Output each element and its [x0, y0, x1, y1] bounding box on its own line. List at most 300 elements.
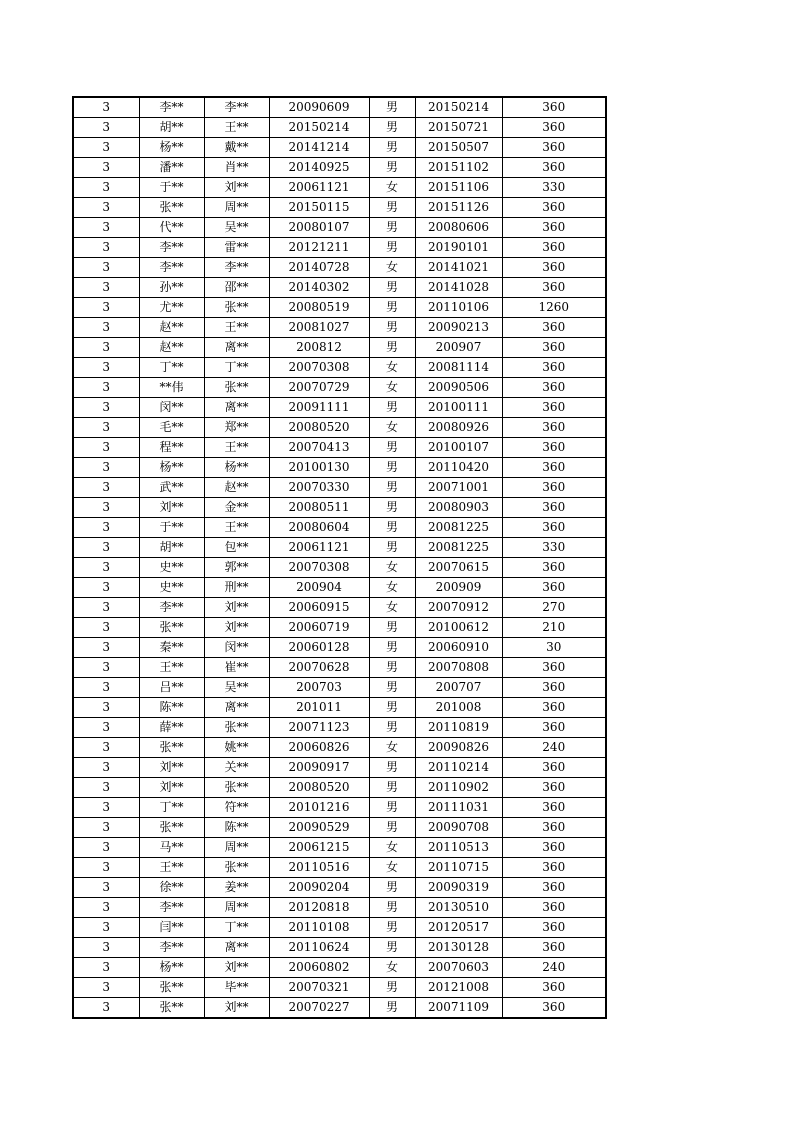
- table-row: [73, 478, 606, 498]
- table-cell-col-date-start: 20140302: [269, 278, 369, 298]
- table-row: [73, 138, 606, 158]
- table-cell-col-gender: 女: [369, 738, 415, 758]
- table-cell-col-date-start: 20060719: [269, 618, 369, 638]
- table-cell-col-date-end: 20080606: [415, 218, 502, 238]
- table-row: [73, 978, 606, 998]
- table-cell-col-gender: 男: [369, 518, 415, 538]
- table-cell-col-gender: 女: [369, 598, 415, 618]
- table-cell-col-date-end: 20070912: [415, 598, 502, 618]
- table-row: [73, 718, 606, 738]
- table-cell-col-level: 3: [73, 938, 139, 958]
- table-cell-col-date-end: 20090319: [415, 878, 502, 898]
- table-cell-col-name: 史**: [139, 558, 204, 578]
- table-cell-col-date-start: 20090529: [269, 818, 369, 838]
- table-cell-col-gender: 男: [369, 918, 415, 938]
- table-cell-col-contact: 刘**: [204, 598, 269, 618]
- table-cell-col-gender: 女: [369, 358, 415, 378]
- table-cell-col-contact: 离**: [204, 698, 269, 718]
- table-cell-col-gender: 男: [369, 218, 415, 238]
- table-cell-col-level: 3: [73, 498, 139, 518]
- table-row: [73, 238, 606, 258]
- table-cell-col-level: 3: [73, 778, 139, 798]
- table-cell-col-amount: 360: [502, 398, 606, 418]
- table-cell-col-contact: 刘**: [204, 178, 269, 198]
- table-cell-col-amount: 360: [502, 138, 606, 158]
- table-cell-col-contact: 张**: [204, 298, 269, 318]
- table-cell-col-amount: 360: [502, 498, 606, 518]
- table-cell-col-amount: 360: [502, 518, 606, 538]
- table-cell-col-name: 毛**: [139, 418, 204, 438]
- table-cell-col-level: 3: [73, 138, 139, 158]
- table-row: [73, 438, 606, 458]
- table-cell-col-date-end: 20110214: [415, 758, 502, 778]
- table-cell-col-contact: 丁**: [204, 918, 269, 938]
- table-cell-col-date-end: 201008: [415, 698, 502, 718]
- table-cell-col-level: 3: [73, 458, 139, 478]
- table-cell-col-amount: 360: [502, 898, 606, 918]
- table-cell-col-name: 于**: [139, 518, 204, 538]
- table-cell-col-level: 3: [73, 658, 139, 678]
- table-cell-col-date-start: 20060915: [269, 598, 369, 618]
- table-cell-col-amount: 360: [502, 238, 606, 258]
- table-cell-col-gender: 男: [369, 758, 415, 778]
- table-cell-col-level: 3: [73, 578, 139, 598]
- table-cell-col-level: 3: [73, 698, 139, 718]
- table-cell-col-contact: 崔**: [204, 658, 269, 678]
- table-cell-col-contact: 金**: [204, 498, 269, 518]
- table-cell-col-date-end: 20121008: [415, 978, 502, 998]
- table-cell-col-contact: 姜**: [204, 878, 269, 898]
- table-cell-col-date-end: 20090826: [415, 738, 502, 758]
- table-cell-col-name: 丁**: [139, 798, 204, 818]
- table-row: [73, 97, 606, 118]
- table-row: [73, 178, 606, 198]
- table-cell-col-name: 史**: [139, 578, 204, 598]
- table-cell-col-amount: 360: [502, 838, 606, 858]
- table-cell-col-contact: 陈**: [204, 818, 269, 838]
- table-cell-col-gender: 女: [369, 378, 415, 398]
- table-cell-col-date-start: 20060802: [269, 958, 369, 978]
- table-cell-col-name: 张**: [139, 978, 204, 998]
- table-row: [73, 338, 606, 358]
- table-cell-col-name: 李**: [139, 938, 204, 958]
- table-cell-col-amount: 360: [502, 678, 606, 698]
- table-cell-col-contact: 李**: [204, 97, 269, 118]
- table-cell-col-name: 丁**: [139, 358, 204, 378]
- table-row: [73, 558, 606, 578]
- table-cell-col-amount: 360: [502, 718, 606, 738]
- table-row: [73, 358, 606, 378]
- table-cell-col-date-end: 20110420: [415, 458, 502, 478]
- table-cell-col-date-start: 200904: [269, 578, 369, 598]
- table-cell-col-date-start: 20091111: [269, 398, 369, 418]
- table-cell-col-contact: 闵**: [204, 638, 269, 658]
- table-cell-col-name: 李**: [139, 238, 204, 258]
- table-cell-col-date-start: 20150115: [269, 198, 369, 218]
- table-cell-col-level: 3: [73, 918, 139, 938]
- table-cell-col-level: 3: [73, 258, 139, 278]
- table-cell-col-contact: 周**: [204, 838, 269, 858]
- table-cell-col-gender: 男: [369, 478, 415, 498]
- table-row: [73, 918, 606, 938]
- table-cell-col-level: 3: [73, 418, 139, 438]
- table-cell-col-contact: 关**: [204, 758, 269, 778]
- table-row: [73, 518, 606, 538]
- table-cell-col-date-start: 200703: [269, 678, 369, 698]
- table-cell-col-date-end: 20151102: [415, 158, 502, 178]
- table-cell-col-amount: 1260: [502, 298, 606, 318]
- table-cell-col-name: 闫**: [139, 918, 204, 938]
- table-row: [73, 538, 606, 558]
- table-cell-col-level: 3: [73, 378, 139, 398]
- table-cell-col-contact: 离**: [204, 398, 269, 418]
- table-cell-col-level: 3: [73, 858, 139, 878]
- table-cell-col-date-end: 20110513: [415, 838, 502, 858]
- table-cell-col-level: 3: [73, 738, 139, 758]
- table-cell-col-gender: 男: [369, 878, 415, 898]
- table-row: [73, 158, 606, 178]
- table-cell-col-amount: 360: [502, 438, 606, 458]
- table-cell-col-contact: 包**: [204, 538, 269, 558]
- table-cell-col-gender: 男: [369, 538, 415, 558]
- table-row: [73, 898, 606, 918]
- table-cell-col-date-end: 20090213: [415, 318, 502, 338]
- table-cell-col-contact: 张**: [204, 778, 269, 798]
- table-cell-col-level: 3: [73, 518, 139, 538]
- table-cell-col-gender: 男: [369, 938, 415, 958]
- table-cell-col-level: 3: [73, 838, 139, 858]
- table-cell-col-name: 王**: [139, 858, 204, 878]
- table-cell-col-name: 刘**: [139, 758, 204, 778]
- table-cell-col-date-end: 20071001: [415, 478, 502, 498]
- table-cell-col-level: 3: [73, 218, 139, 238]
- table-cell-col-contact: 王**: [204, 318, 269, 338]
- table-cell-col-date-start: 20080511: [269, 498, 369, 518]
- table-row: [73, 958, 606, 978]
- table-row: [73, 698, 606, 718]
- table-cell-col-gender: 男: [369, 658, 415, 678]
- table-cell-col-date-end: 20100107: [415, 438, 502, 458]
- table-cell-col-contact: 郑**: [204, 418, 269, 438]
- table-cell-col-gender: 女: [369, 178, 415, 198]
- table-cell-col-gender: 男: [369, 158, 415, 178]
- table-cell-col-amount: 360: [502, 258, 606, 278]
- table-cell-col-date-start: 200812: [269, 338, 369, 358]
- table-cell-col-amount: 330: [502, 178, 606, 198]
- table-cell-col-contact: 张**: [204, 718, 269, 738]
- table-row: [73, 118, 606, 138]
- table-cell-col-gender: 女: [369, 838, 415, 858]
- table-cell-col-amount: 360: [502, 998, 606, 1019]
- data-table: [72, 96, 607, 1019]
- table-cell-col-name: 于**: [139, 178, 204, 198]
- table-cell-col-amount: 360: [502, 278, 606, 298]
- table-cell-col-gender: 男: [369, 498, 415, 518]
- table-cell-col-amount: 360: [502, 318, 606, 338]
- table-cell-col-date-start: 20080520: [269, 418, 369, 438]
- table-cell-col-contact: 雷**: [204, 238, 269, 258]
- table-cell-col-amount: 30: [502, 638, 606, 658]
- table-cell-col-name: 赵**: [139, 338, 204, 358]
- table-cell-col-level: 3: [73, 798, 139, 818]
- table-cell-col-date-start: 20090204: [269, 878, 369, 898]
- table-cell-col-level: 3: [73, 178, 139, 198]
- table-cell-col-name: 潘**: [139, 158, 204, 178]
- table-cell-col-amount: 330: [502, 538, 606, 558]
- table-cell-col-level: 3: [73, 818, 139, 838]
- table-cell-col-date-start: 20090609: [269, 97, 369, 118]
- table-row: [73, 778, 606, 798]
- table-row: [73, 658, 606, 678]
- table-cell-col-date-start: 20080519: [269, 298, 369, 318]
- table-cell-col-date-end: 20151126: [415, 198, 502, 218]
- table-cell-col-contact: 毕**: [204, 978, 269, 998]
- table-cell-col-date-start: 20070227: [269, 998, 369, 1019]
- table-cell-col-gender: 男: [369, 198, 415, 218]
- table-cell-col-date-start: 20110516: [269, 858, 369, 878]
- table-cell-col-contact: 李**: [204, 258, 269, 278]
- table-cell-col-level: 3: [73, 398, 139, 418]
- table-cell-col-name: 孙**: [139, 278, 204, 298]
- table-cell-col-date-end: 20141021: [415, 258, 502, 278]
- table-cell-col-gender: 女: [369, 418, 415, 438]
- table-row: [73, 318, 606, 338]
- table-cell-col-contact: 杨**: [204, 458, 269, 478]
- table-cell-col-contact: 张**: [204, 378, 269, 398]
- table-cell-col-date-end: 200907: [415, 338, 502, 358]
- table-cell-col-name: 李**: [139, 598, 204, 618]
- table-row: [73, 678, 606, 698]
- table-row: [73, 938, 606, 958]
- table-cell-col-level: 3: [73, 998, 139, 1019]
- table-row: [73, 458, 606, 478]
- table-cell-col-name: 张**: [139, 618, 204, 638]
- table-row: [73, 198, 606, 218]
- table-cell-col-name: 胡**: [139, 118, 204, 138]
- table-cell-col-name: 张**: [139, 198, 204, 218]
- table-cell-col-name: 刘**: [139, 778, 204, 798]
- table-cell-col-amount: 360: [502, 918, 606, 938]
- table-cell-col-date-start: 201011: [269, 698, 369, 718]
- table-cell-col-level: 3: [73, 538, 139, 558]
- table-cell-col-date-end: 20110715: [415, 858, 502, 878]
- table-cell-col-name: 尤**: [139, 298, 204, 318]
- table-cell-col-date-end: 20080926: [415, 418, 502, 438]
- table-cell-col-date-end: 20150214: [415, 97, 502, 118]
- table-cell-col-level: 3: [73, 598, 139, 618]
- table-row: [73, 758, 606, 778]
- table-body: [73, 97, 606, 1018]
- table-cell-col-name: 胡**: [139, 538, 204, 558]
- table-row: [73, 578, 606, 598]
- table-row: [73, 418, 606, 438]
- table-cell-col-contact: 戴**: [204, 138, 269, 158]
- table-cell-col-date-start: 20120818: [269, 898, 369, 918]
- table-cell-col-contact: 刑**: [204, 578, 269, 598]
- table-cell-col-contact: 张**: [204, 858, 269, 878]
- table-cell-col-date-start: 20100130: [269, 458, 369, 478]
- table-cell-col-name: 王**: [139, 658, 204, 678]
- table-cell-col-name: 闵**: [139, 398, 204, 418]
- table-row: [73, 278, 606, 298]
- table-cell-col-gender: 男: [369, 338, 415, 358]
- table-cell-col-contact: 王**: [204, 438, 269, 458]
- table-row: [73, 878, 606, 898]
- table-cell-col-date-start: 20061121: [269, 178, 369, 198]
- table-cell-col-name: 程**: [139, 438, 204, 458]
- table-cell-col-date-start: 20101216: [269, 798, 369, 818]
- table-row: [73, 498, 606, 518]
- table-cell-col-level: 3: [73, 338, 139, 358]
- table-row: [73, 818, 606, 838]
- table-cell-col-level: 3: [73, 758, 139, 778]
- table-row: [73, 218, 606, 238]
- table-cell-col-gender: 男: [369, 298, 415, 318]
- table-cell-col-gender: 男: [369, 998, 415, 1019]
- table-cell-col-date-end: 20120517: [415, 918, 502, 938]
- table-row: [73, 838, 606, 858]
- table-cell-col-date-start: 20070308: [269, 558, 369, 578]
- table-cell-col-date-start: 20080520: [269, 778, 369, 798]
- table-cell-col-date-start: 20090917: [269, 758, 369, 778]
- table-cell-col-amount: 360: [502, 558, 606, 578]
- table-cell-col-level: 3: [73, 878, 139, 898]
- table-cell-col-gender: 男: [369, 778, 415, 798]
- table-cell-col-name: 陈**: [139, 698, 204, 718]
- table-cell-col-amount: 360: [502, 158, 606, 178]
- table-cell-col-amount: 270: [502, 598, 606, 618]
- table-cell-col-name: 杨**: [139, 958, 204, 978]
- table-cell-col-level: 3: [73, 278, 139, 298]
- table-cell-col-name: 杨**: [139, 138, 204, 158]
- table-cell-col-name: 薛**: [139, 718, 204, 738]
- table-cell-col-date-end: 20081114: [415, 358, 502, 378]
- table-cell-col-amount: 360: [502, 338, 606, 358]
- table-cell-col-amount: 360: [502, 578, 606, 598]
- table-cell-col-level: 3: [73, 198, 139, 218]
- table-cell-col-contact: 王**: [204, 118, 269, 138]
- table-cell-col-date-end: 20141028: [415, 278, 502, 298]
- table-cell-col-gender: 女: [369, 258, 415, 278]
- table-cell-col-gender: 男: [369, 138, 415, 158]
- table-cell-col-amount: 360: [502, 878, 606, 898]
- table-cell-col-gender: 男: [369, 978, 415, 998]
- table-cell-col-date-start: 20070330: [269, 478, 369, 498]
- table-cell-col-gender: 男: [369, 718, 415, 738]
- table-row: [73, 398, 606, 418]
- table-cell-col-gender: 男: [369, 698, 415, 718]
- table-cell-col-amount: 360: [502, 97, 606, 118]
- table-cell-col-name: 李**: [139, 898, 204, 918]
- table-cell-col-date-end: 20110106: [415, 298, 502, 318]
- table-cell-col-level: 3: [73, 678, 139, 698]
- table-cell-col-date-start: 20070321: [269, 978, 369, 998]
- table-cell-col-name: 张**: [139, 738, 204, 758]
- table-cell-col-name: 徐**: [139, 878, 204, 898]
- table-cell-col-contact: 离**: [204, 338, 269, 358]
- table-cell-col-gender: 男: [369, 278, 415, 298]
- table-cell-col-level: 3: [73, 618, 139, 638]
- table-cell-col-date-end: 200909: [415, 578, 502, 598]
- table-cell-col-level: 3: [73, 358, 139, 378]
- table-cell-col-gender: 女: [369, 558, 415, 578]
- table-cell-col-gender: 男: [369, 618, 415, 638]
- table-cell-col-date-start: 20071123: [269, 718, 369, 738]
- table-cell-col-date-end: 20100612: [415, 618, 502, 638]
- table-cell-col-date-start: 20081027: [269, 318, 369, 338]
- table-cell-col-level: 3: [73, 97, 139, 118]
- table-cell-col-date-end: 20070603: [415, 958, 502, 978]
- table-cell-col-contact: 周**: [204, 898, 269, 918]
- table-cell-col-gender: 男: [369, 398, 415, 418]
- table-cell-col-name: 张**: [139, 818, 204, 838]
- table-cell-col-name: 武**: [139, 478, 204, 498]
- table-cell-col-date-end: 20111031: [415, 798, 502, 818]
- table-cell-col-date-end: 20081225: [415, 518, 502, 538]
- table-cell-col-date-start: 20060128: [269, 638, 369, 658]
- table-cell-col-amount: 360: [502, 758, 606, 778]
- table-cell-col-amount: 360: [502, 418, 606, 438]
- table-cell-col-date-start: 20070413: [269, 438, 369, 458]
- table-cell-col-amount: 360: [502, 198, 606, 218]
- table-cell-col-level: 3: [73, 158, 139, 178]
- table-cell-col-date-start: 20061121: [269, 538, 369, 558]
- table-cell-col-date-start: 20140925: [269, 158, 369, 178]
- table-row: [73, 298, 606, 318]
- table-cell-col-amount: 360: [502, 858, 606, 878]
- table-cell-col-date-start: 20070308: [269, 358, 369, 378]
- table-cell-col-contact: 王**: [204, 518, 269, 538]
- table-cell-col-gender: 男: [369, 318, 415, 338]
- table-cell-col-amount: 360: [502, 938, 606, 958]
- table-cell-col-date-end: 20130128: [415, 938, 502, 958]
- table-cell-col-date-end: 20110902: [415, 778, 502, 798]
- table-cell-col-name: 马**: [139, 838, 204, 858]
- table-cell-col-gender: 男: [369, 898, 415, 918]
- table-cell-col-date-end: 20071109: [415, 998, 502, 1019]
- table-cell-col-contact: 郭**: [204, 558, 269, 578]
- table-cell-col-date-end: 20150721: [415, 118, 502, 138]
- table-cell-col-contact: 离**: [204, 938, 269, 958]
- table-cell-col-date-end: 20090708: [415, 818, 502, 838]
- table-cell-col-contact: 吴**: [204, 218, 269, 238]
- table-cell-col-amount: 360: [502, 698, 606, 718]
- table-cell-col-date-end: 20080903: [415, 498, 502, 518]
- table-cell-col-date-start: 20080604: [269, 518, 369, 538]
- table-cell-col-name: **伟: [139, 378, 204, 398]
- table-row: [73, 798, 606, 818]
- table-cell-col-gender: 男: [369, 438, 415, 458]
- table-cell-col-level: 3: [73, 718, 139, 738]
- table-cell-col-date-start: 20150214: [269, 118, 369, 138]
- table-cell-col-amount: 360: [502, 218, 606, 238]
- table-cell-col-contact: 吴**: [204, 678, 269, 698]
- table-row: [73, 258, 606, 278]
- table-cell-col-name: 张**: [139, 998, 204, 1019]
- table-cell-col-contact: 邵**: [204, 278, 269, 298]
- table-cell-col-date-start: 20121211: [269, 238, 369, 258]
- table-cell-col-amount: 360: [502, 818, 606, 838]
- table-cell-col-date-end: 20090506: [415, 378, 502, 398]
- table-cell-col-name: 赵**: [139, 318, 204, 338]
- table-cell-col-level: 3: [73, 118, 139, 138]
- table-cell-col-name: 代**: [139, 218, 204, 238]
- table-cell-col-contact: 符**: [204, 798, 269, 818]
- table-cell-col-name: 李**: [139, 258, 204, 278]
- table-cell-col-gender: 女: [369, 858, 415, 878]
- table-row: [73, 378, 606, 398]
- table-cell-col-date-start: 20070729: [269, 378, 369, 398]
